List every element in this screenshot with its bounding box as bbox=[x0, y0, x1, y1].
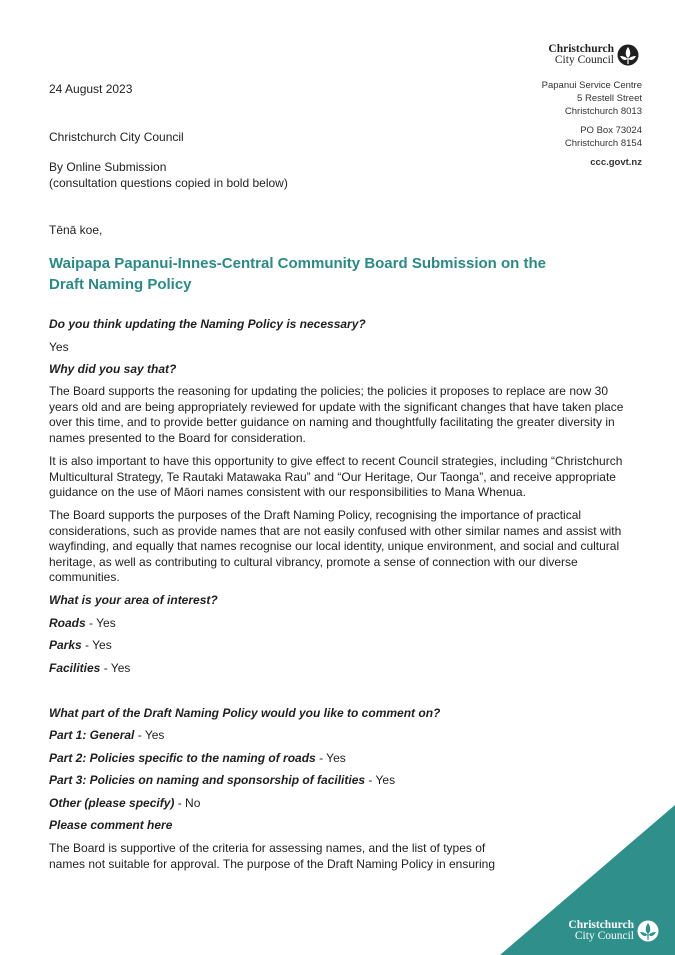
paragraph-purposes: The Board supports the purposes of the Draft Naming Policy, recognising the importance of practical considerations, such as provide names that are not easily confused with other similar names and assist with wayfinding, and equally that names recognise our local identity, unique environment, and social and cultural heritage, as well as contributing to cultural vibrancy, promote a sense of connection with our diverse communities. bbox=[49, 508, 622, 585]
footer-logo-line2: City Council bbox=[574, 930, 634, 942]
part-label: Part 1: General bbox=[49, 728, 135, 742]
letter-recipient: Christchurch City Council bbox=[49, 130, 184, 144]
question-necessary: Do you think updating the Naming Policy is necessary? bbox=[49, 317, 366, 331]
submission-method bbox=[49, 160, 288, 191]
greeting: Tēnā koe, bbox=[49, 223, 103, 237]
paragraph-comment-line2: names not suitable for approval. The purpose of the Draft Naming Policy in ensuring bbox=[49, 856, 496, 871]
part-value: - No bbox=[174, 796, 201, 810]
answer-necessary: Yes bbox=[49, 340, 69, 354]
part-item bbox=[49, 751, 629, 767]
part-value: - Yes bbox=[365, 773, 396, 787]
ccc-leaf-icon bbox=[617, 44, 639, 66]
interest-value: - Yes bbox=[81, 638, 112, 652]
interest-value: - Yes bbox=[85, 616, 116, 630]
interest-item bbox=[49, 638, 629, 654]
paragraph-strategies: It is also important to have this opportunity to give effect to recent Council strategies, including “Christchurch Multicultural Strategy, Te Rautaki Matawaka Rau” and “Our Heritage, Our Taonga”, and receive appropriate guidance on the use of Māori names consistent with our responsibilities to Mana Whenua. bbox=[49, 454, 623, 500]
interest-value: - Yes bbox=[100, 661, 131, 675]
part-label: Part 2: Policies specific to the naming of roads bbox=[49, 751, 316, 765]
service-centre-address bbox=[542, 79, 642, 169]
part-value: - Yes bbox=[134, 728, 165, 742]
logo-line1: Christchurch bbox=[548, 43, 614, 55]
interest-item bbox=[49, 616, 629, 632]
ccc-leaf-icon bbox=[637, 920, 659, 942]
footer-logo-wordmark bbox=[568, 920, 634, 942]
logo-wordmark bbox=[548, 44, 614, 66]
address-street: 5 Restell Street bbox=[577, 93, 642, 104]
interest-label: Parks bbox=[49, 638, 82, 652]
footer-logo-line1: Christchurch bbox=[568, 919, 634, 931]
question-why: Why did you say that? bbox=[49, 362, 177, 376]
address-po-city: Christchurch 8154 bbox=[564, 138, 642, 149]
submission-title: Waipapa Papanui-Innes-Central Community Board Submission on the Draft Naming Policy bbox=[49, 255, 546, 293]
part-item bbox=[49, 773, 629, 789]
logo-line2: City Council bbox=[554, 54, 614, 66]
part-item bbox=[49, 728, 629, 744]
interest-label: Roads bbox=[49, 616, 86, 630]
part-label: Part 3: Policies on naming and sponsorship of facilities bbox=[49, 773, 366, 787]
address-centre: Papanui Service Centre bbox=[541, 80, 642, 91]
address-city: Christchurch 8013 bbox=[564, 106, 642, 117]
interest-label: Facilities bbox=[49, 661, 101, 675]
header-logo bbox=[548, 44, 639, 66]
question-area-of-interest: What is your area of interest? bbox=[49, 593, 218, 607]
question-part-to-comment: What part of the Draft Naming Policy would you like to comment on? bbox=[49, 706, 441, 720]
question-comment: Please comment here bbox=[49, 818, 173, 832]
letter-date: 24 August 2023 bbox=[49, 82, 133, 96]
address-po-box: PO Box 73024 bbox=[580, 125, 642, 136]
submission-method-line2: (consultation questions copied in bold below) bbox=[49, 175, 288, 190]
submission-method-line1: By Online Submission bbox=[49, 160, 167, 174]
footer-logo bbox=[568, 920, 659, 942]
paragraph-reasoning: The Board supports the reasoning for updating the policies; the policies it proposes to replace are now 30 years old and are being appropriately reviewed for update with the significant changes that have taken place over this time, and to provide better guidance on naming and thoughtfully facilitating the greater diversity in names presented to the Board for consideration. bbox=[49, 384, 624, 445]
address-website: ccc.govt.nz bbox=[590, 157, 642, 168]
interest-item bbox=[49, 661, 629, 677]
part-label: Other (please specify) bbox=[49, 796, 175, 810]
part-value: - Yes bbox=[315, 751, 346, 765]
paragraph-comment-line1: The Board is supportive of the criteria for assessing names, and the list of types of bbox=[49, 841, 486, 855]
